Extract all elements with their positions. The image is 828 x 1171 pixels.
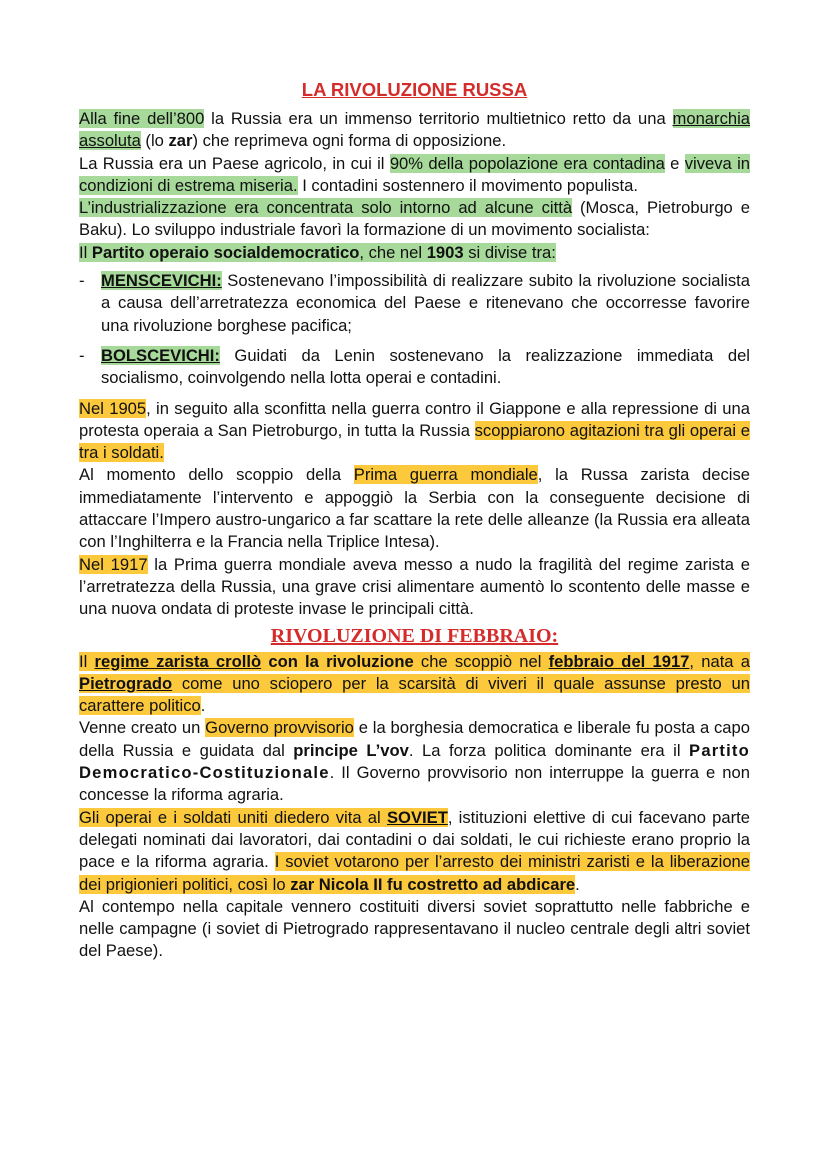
term-bolscevichi: BOLSCEVICHI: [101,345,220,365]
page-title: LA RIVOLUZIONE RUSSA [301,79,528,100]
paragraph-soviet: Gli operai e i soldati uniti diedero vita al SOVIET, istituzioni elettive di cui facevano parte delegati nominati dai lavoratori, dai contadini o dai soldati, le cui richieste erano proprio la pace e la riforma agraria. I soviet votarono per l’arresto dei ministri zaristi e la liberazione dei prigionieri politici, così lo zar Nicola II fu costretto ad abdicare. [79,807,750,894]
bold-term: principe L’vov [293,740,409,760]
highlight-green: 90% della popolazione era contadina [389,153,665,173]
paragraph-industrialization: L’industrializzazione era concentrata solo intorno ad alcune città (Mosca, Pietroburgo e Baku). Lo sviluppo industriale favorì la formazione di un movimento socialista: [79,198,750,240]
paragraph-intro: Alla fine dell’800 la Russia era un immenso territorio multietnico retto da una monarchia assoluta (lo zar) che reprimeva ogni forma di opposizione. [79,109,751,151]
highlight-yellow: Nel 1905 [79,398,147,418]
highlight-yellow: Governo provvisorio [205,718,354,738]
section-title: RIVOLUZIONE DI FEBBRAIO: [270,624,559,647]
term-menscevichi: MENSCEVICHI: [101,271,222,291]
dash-bullet: - [79,271,85,291]
highlight-yellow: Il regime zarista crollò con la rivoluzione che scoppiò nel febbraio del 1917, nata a Pietrogrado come uno sciopero per la scarsità di viveri il quale assunse presto un carattere politico [79,651,750,716]
highlight-yellow: Gli operai e i soldati uniti diedero vita al [79,807,387,827]
highlight-yellow: I soviet votarono per l’arresto dei ministri zaristi e la liberazione dei prigionieri politici, così lo zar Nicola II fu costretto ad abdicare [79,852,750,894]
bold-term: zar [168,131,193,151]
highlight-green: Alla fine dell’800 [79,109,205,128]
highlight-green: L’industrializzazione era concentrata solo intorno ad alcune città [79,198,573,218]
paragraph-wwi: Al momento dello scoppio della Prima guerra mondiale, la Russa zarista decise immediatamente l’intervento e appoggiò la Serbia con la conseguente decisione di attaccare l’Impero austro-ungarico a far scattare la rete delle alleanze (la Russia era alleata con l’Inghilterra e la Francia nella Triplice Intesa). [79,465,751,552]
highlight-yellow: scoppiarono agitazioni tra gli operai e tra i soldati. [79,420,750,463]
paragraph-agriculture: La Russia era un Paese agricolo, in cui il 90% della popolazione era contadina e viveva in condizioni di estrema miseria. I contadini sostennero il movimento populista. [79,153,751,195]
dash-bullet: - [79,345,85,365]
list-item: - BOLSCEVICHI: Guidati da Lenin sostenevano la realizzazione immediata del socialismo, coinvolgendo nella lotta operai e contadini. [79,345,750,388]
highlight-yellow: Nel 1917 [79,554,148,574]
highlight-green: viveva in condizioni di estrema miseria. [79,153,751,195]
paragraph-1917: Nel 1917 la Prima guerra mondiale aveva messo a nudo la fragilità del regime zarista e l’arretratezza della Russia, una grave crisi alimentare aumentò lo scontento delle masse e una nuova ondata di proteste invase le principali città. [79,554,750,619]
paragraph-1905: Nel 1905, in seguito alla sconfitta nella guerra contro il Giappone e alla repressione di una protesta operaia a San Pietroburgo, in tutta la Russia scoppiarono agitazioni tra gli operai e tra i soldati. [79,398,750,463]
document-page [79,78,750,963]
bold-term: Partito Democratico-Costituzionale [79,740,750,783]
paragraph-party [79,242,750,264]
faction-list [79,270,750,389]
highlight-green: Il Partito operaio socialdemocratico, che nel 1903 si divise tra: [79,242,556,262]
list-item: - MENSCEVICHI: Sostenevano l’impossibilità di realizzare subito la rivoluzione socialista a causa dell’arretratezza economica del Paese e ritenevano che occorresse favorire una rivoluzione borghese pacifica; [79,271,750,335]
highlight-yellow: SOVIET [386,807,448,827]
paragraph-capital: Al contempo nella capitale vennero costituiti diversi soviet soprattutto nelle fabbriche e nelle campagne (i soviet di Pietrogrado rappresentavano il nucleo centrale degli altri soviet del Paese). [79,896,750,961]
paragraph-government: Venne creato un Governo provvisorio e la borghesia democratica e liberale fu posta a capo della Russia e guidata dal principe L’vov. La forza politica dominante era il Partito Democratico-Costituzionale. Il Governo provvisorio non interruppe la guerra e non concesse la riforma agraria. [79,718,750,805]
highlight-yellow: Prima guerra mondiale [353,465,538,485]
paragraph-february: Il regime zarista crollò con la rivoluzione che scoppiò nel febbraio del 1917, nata a Pietrogrado come uno sciopero per la scarsità di viveri il quale assunse presto un carattere politico. [79,651,750,716]
highlight-green: monarchia assoluta [79,109,751,151]
